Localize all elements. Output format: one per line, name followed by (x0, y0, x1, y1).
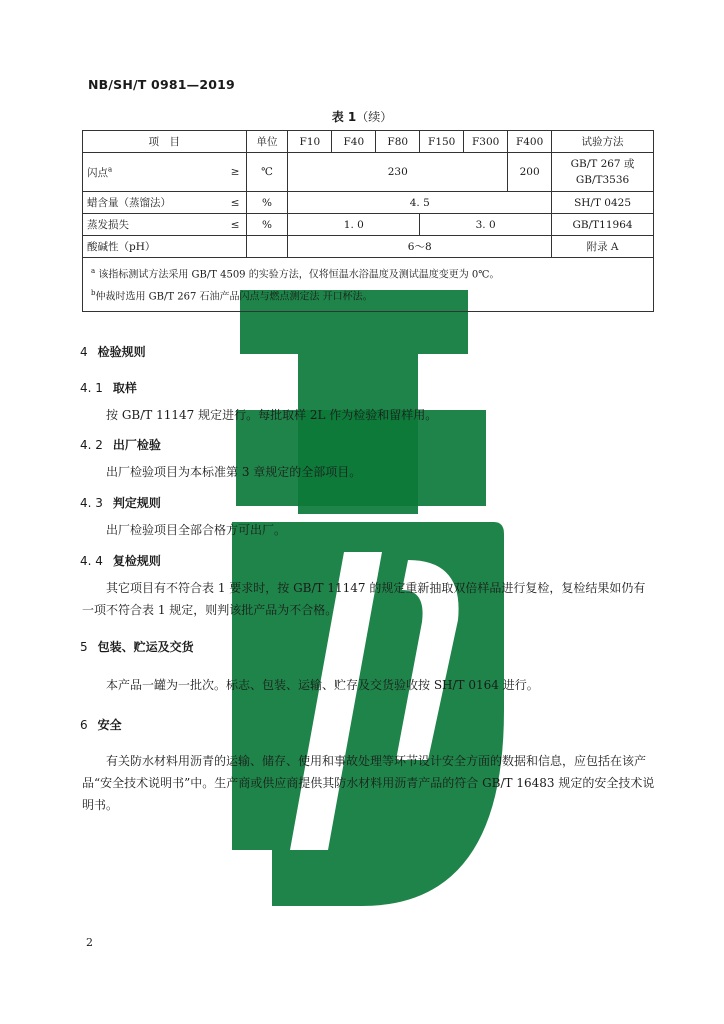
item-cell: 蜡含量（蒸馏法） ≤ (83, 192, 247, 214)
item-cell: 闪点$^a$ ≥ (83, 153, 247, 192)
unit-cell: % (246, 214, 288, 236)
spec-table (82, 130, 654, 312)
method-cell: GB/T 267 或 GB/T3536 (552, 153, 654, 192)
item-cell: 酸碱性（pH） (83, 236, 247, 258)
header-cell: 试验方法 (552, 131, 654, 153)
section-heading-4-3: 4. 3 判定规则 (80, 496, 161, 510)
unit-cell (246, 236, 288, 258)
paragraph-5: 本产品一罐为一批次。标志、包装、运输、贮存及交货验收按 SH/T 0164 进行。 (106, 678, 539, 692)
table-row (83, 192, 654, 214)
unit-cell: ℃ (246, 153, 288, 192)
table-notes-row (83, 258, 654, 312)
header-cell: F150 (420, 131, 464, 153)
note-b: $^b$仲裁时选用 GB/T 267 石油产品闪点与燃点测定法 开口杯法。 (91, 289, 373, 303)
section-heading-4-4: 4. 4 复检规则 (80, 554, 161, 568)
method-cell: 附录 A (552, 236, 654, 258)
value-cell: 6～8 (288, 236, 552, 258)
table-header-row (83, 131, 654, 153)
section-heading-5: 5 包装、贮运及交货 (80, 640, 194, 654)
page-number: 2 (86, 936, 93, 949)
value-cell: 4. 5 (288, 192, 552, 214)
paragraph-6: 有关防水材料用沥青的运输、储存、使用和事故处理等环节设计安全方面的数据和信息，应包括在该产品“安全技术说明书”中。生产商或供应商提供其防水材料用沥青产品的符合 GB/T 16483 规定的安全技术说明书。 (82, 754, 655, 812)
header-cell: 项 目 (83, 131, 247, 153)
table-notes (83, 258, 654, 312)
header-cell: 单位 (246, 131, 288, 153)
note-a: $^a$ 该指标测试方法采用 GB/T 4509 的实验方法，仅将恒温水浴温度及测试温度变更为 0℃。 (91, 267, 500, 281)
section-heading-6: 6 安全 (80, 718, 122, 732)
paragraph-4-4: 其它项目有不符合表 1 要求时，按 GB/T 11147 的规定重新抽取双倍样品进行复检，复检结果如仍有一项不符合表 1 规定，则判该批产品为不合格。 (82, 581, 646, 617)
header-cell: F300 (464, 131, 508, 153)
value-cell: 3. 0 (420, 214, 552, 236)
paragraph-4-1: 按 GB/T 11147 规定进行。每批取样 2L 作为检验和留样用。 (106, 408, 438, 422)
table-row (83, 236, 654, 258)
paragraph-4-2: 出厂检验项目为本标准第 3 章规定的全部项目。 (106, 465, 362, 479)
standard-code: NB/SH/T 0981—2019 (88, 77, 235, 92)
section-heading-4-1: 4. 1 取样 (80, 381, 137, 395)
method-cell: GB/T11964 (552, 214, 654, 236)
table-row (83, 153, 654, 192)
header-cell: F80 (376, 131, 420, 153)
value-cell: 200 (508, 153, 552, 192)
section-heading-4-2: 4. 2 出厂检验 (80, 438, 161, 452)
section-heading-4: 4 检验规则 (80, 345, 146, 359)
item-cell: 蒸发损失 ≤ (83, 214, 247, 236)
header-cell: F10 (288, 131, 332, 153)
value-cell: 230 (288, 153, 508, 192)
value-cell: 1. 0 (288, 214, 420, 236)
unit-cell: % (246, 192, 288, 214)
method-cell: SH/T 0425 (552, 192, 654, 214)
paragraph-4-3: 出厂检验项目全部合格方可出厂。 (106, 523, 287, 537)
table-caption: 表 1（续） (331, 110, 393, 124)
header-cell: F40 (332, 131, 376, 153)
table-row (83, 214, 654, 236)
header-cell: F400 (508, 131, 552, 153)
